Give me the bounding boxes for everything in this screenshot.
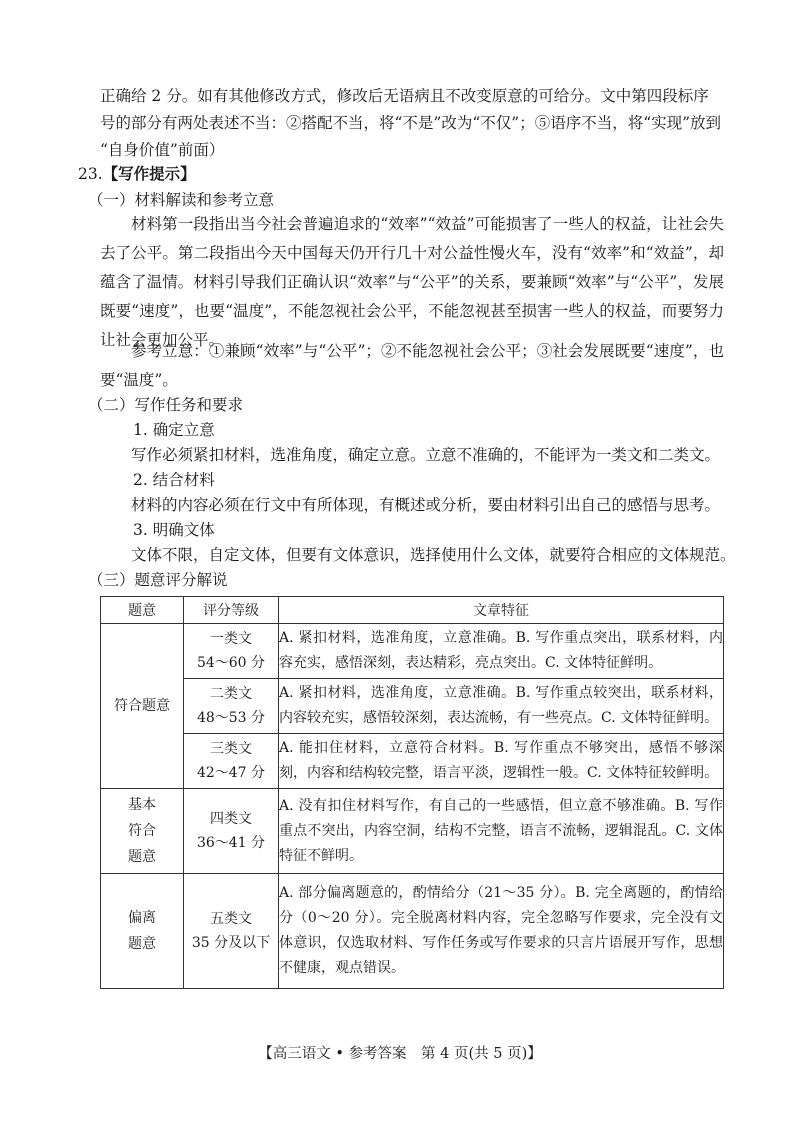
feature-cell: A. 没有扣住材料写作，有自己的一些感悟，但立意不够准确。B. 写作重点不突出，内容空洞，结构不完整，语言不流畅，逻辑混乱。C. 文体特征不鲜明。	[279, 789, 724, 874]
grade-cell	[184, 624, 279, 679]
task-2-desc: 材料的内容必须在行文中有所体现，有概述或分析，要由材料引出自己的感悟与思考。	[131, 496, 721, 514]
header-features: 文章特征	[279, 597, 724, 624]
table-row	[101, 874, 724, 989]
section-3-title: （三）题意评分解说	[88, 571, 228, 589]
table-row	[101, 679, 724, 734]
writing-tips-title: 【写作提示】	[102, 164, 196, 183]
table-row	[101, 734, 724, 789]
reference-ideas: 参考立意：①兼顾“效率”与“公平”；②不能忽视社会公平；③社会发展既要“速度”，也要“温度”。	[100, 342, 724, 389]
table-row	[101, 624, 724, 679]
task-1-desc: 写作必须紧扣材料，选准角度，确定立意。立意不准确的，不能评为一类文和二类文。	[131, 446, 721, 464]
grade-score: 42～47 分	[196, 765, 266, 781]
grade-name: 三类文	[210, 741, 252, 757]
feature-cell: A. 紧扣材料，选准角度，立意准确。B. 写作重点较突出，联系材料，内容较充实，感悟较深刻，表达流畅，有一些亮点。C. 文体特征鲜明。	[279, 679, 724, 734]
header-grade: 评分等级	[184, 597, 279, 624]
grade-cell	[184, 789, 279, 874]
category-basically-on-topic: 基本符合题意	[101, 789, 184, 874]
grade-score: 48～53 分	[196, 710, 266, 726]
task-3-desc: 文体不限，自定文体，但要有文体意识，选择使用什么文体，就要符合相应的文体规范。	[131, 546, 736, 564]
grade-score: 35 分及以下	[191, 935, 271, 951]
grade-name: 四类文	[210, 811, 252, 827]
grade-cell	[184, 734, 279, 789]
header-topic: 题意	[101, 597, 184, 624]
grade-cell	[184, 679, 279, 734]
task-2-title: 2. 结合材料	[133, 471, 215, 489]
question-number: 23.	[78, 165, 103, 183]
feature-cell: A. 紧扣材料，选准角度，立意准确。B. 写作重点突出，联系材料，内容充实，感悟深刻，表达精彩，亮点突出。C. 文体特征鲜明。	[279, 624, 724, 679]
category-off-topic: 偏离题意	[101, 874, 184, 989]
task-1-title: 1. 确定立意	[133, 421, 215, 439]
grade-name: 二类文	[210, 686, 252, 702]
grade-cell	[184, 874, 279, 989]
intro-line-2: 号的部分有两处表述不当：②搭配不当，将“不是”改为“不仅”；⑤语序不当，将“实现”放到	[100, 114, 722, 132]
feature-cell: A. 能扣住材料，立意符合材料。B. 写作重点不够突出，感悟不够深刻，内容和结构较完整，语言平淡，逻辑性一般。C. 文体特征较鲜明。	[279, 734, 724, 789]
question-23-heading	[78, 162, 196, 186]
feature-cell: A. 部分偏离题意的，酌情给分（21～35 分）。B. 完全离题的，酌情给分（0～20 分）。完全脱离材料内容，完全忽略写作要求，完全没有文体意识，仅选取材料、写作任务或写作要求的只言片语展开写作，思想不健康，观点错误。	[279, 874, 724, 989]
intro-line-1: 正确给 2 分。如有其他修改方式，修改后无语病且不改变原意的可给分。文中第四段标序	[100, 87, 709, 105]
grade-score: 36～41 分	[196, 835, 266, 851]
page-footer: 【高三语文 • 参考答案 第 4 页(共 5 页)】	[258, 1046, 542, 1062]
intro-line-3: “自身价值”前面）	[100, 141, 225, 159]
scoring-table	[100, 596, 724, 989]
category-on-topic: 符合题意	[101, 624, 184, 789]
section-1-title: （一）材料解读和参考立意	[88, 191, 275, 209]
table-row	[101, 789, 724, 874]
task-3-title: 3. 明确文体	[133, 521, 215, 539]
material-interpretation: 材料第一段指出当今社会普遍追求的“效率”“效益”可能损害了一些人的权益，让社会失去了公平。第二段指出今天中国每天仍开行几十对公益性慢火车，没有“效率”和“效益”，却蕴含了温情。材料引导我们正确认识“效率”与“公平”的关系，要兼顾“效率”与“公平”，发展既要“速度”，也要“温度”，不能忽视社会公平，不能忽视甚至损害一些人的权益，而要努力让社会更加公平。	[100, 215, 724, 349]
grade-name: 一类文	[210, 631, 252, 647]
section-2-title: （二）写作任务和要求	[88, 396, 244, 414]
table-header-row	[101, 597, 724, 624]
grade-name: 五类文	[210, 911, 252, 927]
grade-score: 54～60 分	[196, 655, 266, 671]
